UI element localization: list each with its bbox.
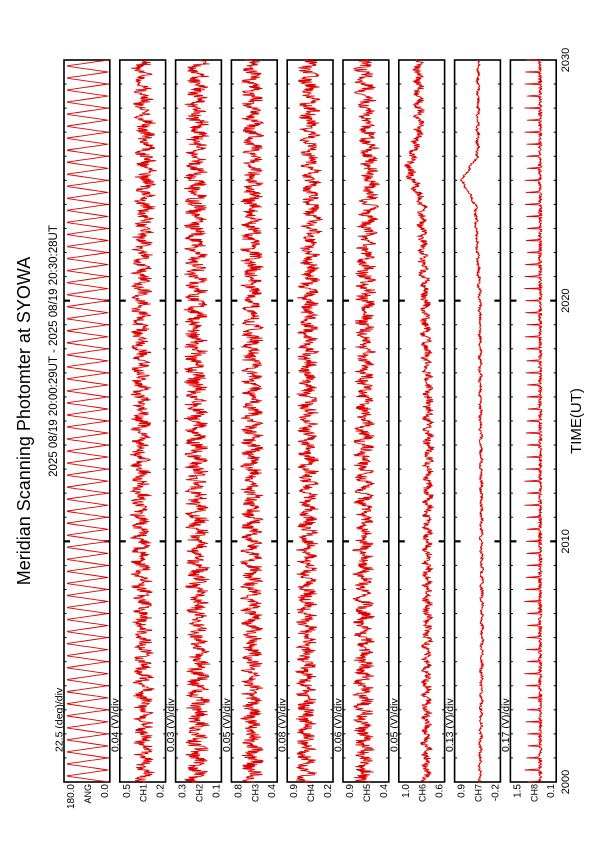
y-top-label: 0.9 [456,784,468,798]
y-top-label: 0.3 [177,784,189,798]
trace-ch3 [240,60,263,782]
x-tick-label: 2030 [560,47,573,73]
y-bottom-label: 0.6 [434,784,446,798]
scale-label: 0.04 (V)/div [109,698,122,752]
y-bottom-label: 0.1 [546,784,558,798]
panel-frame [399,60,445,782]
scale-label: 0.17 (V)/div [499,698,512,752]
y-bottom-label: 0.2 [323,784,334,798]
y-top-label: 1.0 [400,784,412,798]
x-tick-label: 2000 [560,769,573,795]
channel-label: CH3 [250,784,261,803]
scale-label: 0.05 (V)/div [220,698,233,752]
trace-ch5 [353,60,380,782]
channel-label: CH1 [138,784,149,803]
panel-ang [54,60,111,809]
channel-label: CH5 [361,784,372,803]
scale-label: 0.05 (V)/div [388,698,401,752]
y-bottom-label: 0.0 [99,784,111,798]
channel-label: CH7 [473,784,484,803]
y-bottom-label: 0.4 [378,784,390,798]
trace-ang [68,60,109,782]
scale-label: 0.08 (V)/div [276,698,289,752]
trace-ch7 [461,60,485,782]
y-top-label: 1.5 [512,784,524,798]
panel-frame [64,60,110,782]
channel-label: CH4 [306,784,317,803]
y-top-label: 0.8 [233,784,245,798]
scale-label: 0.13 (V)/div [444,698,457,752]
y-top-label: 0.5 [121,784,133,798]
channel-label: ANG [82,784,93,804]
panel-ch7 [444,60,501,802]
trace-ch4 [296,60,323,782]
panel-ch6 [388,60,445,802]
y-top-label: 0.9 [345,784,356,798]
y-top-label: 0.9 [289,784,301,798]
panel-ch5 [333,60,390,802]
x-axis-label: TIME(UT) [568,388,585,454]
time-range-label: 2025 08/19 20:00:29UT - 2025 08/19 20:30:28UT [48,225,60,477]
panel-ch3 [221,60,278,802]
y-top-label: 180.0 [66,784,77,810]
scale-label: 22.5 (deg)/div [53,687,66,752]
panel-ch4 [277,60,334,802]
panel-ch1 [109,60,166,802]
chart-title: Meridian Scanning Photomter at SYOWA [14,256,34,586]
channel-label: CH6 [417,784,428,803]
channel-label: CH2 [194,784,205,803]
y-bottom-label: 0.2 [155,784,167,798]
y-bottom-label: 0.1 [211,784,223,798]
x-tick-label: 2020 [560,288,573,313]
panel-ch2 [165,60,222,802]
trace-ch2 [184,60,210,782]
x-tick-label: 2010 [560,529,573,554]
panel-frame [455,60,501,782]
trace-ch8 [525,60,542,782]
scale-label: 0.03 (V)/div [165,698,178,752]
channel-label: CH8 [529,784,540,803]
trace-ch1 [130,60,156,782]
y-bottom-label: 0.4 [267,784,279,798]
y-bottom-label: -0.2 [490,784,502,802]
panel-ch8 [500,60,557,802]
scale-label: 0.06 (V)/div [332,698,345,752]
trace-ch6 [404,60,434,782]
panel-group [54,60,558,809]
